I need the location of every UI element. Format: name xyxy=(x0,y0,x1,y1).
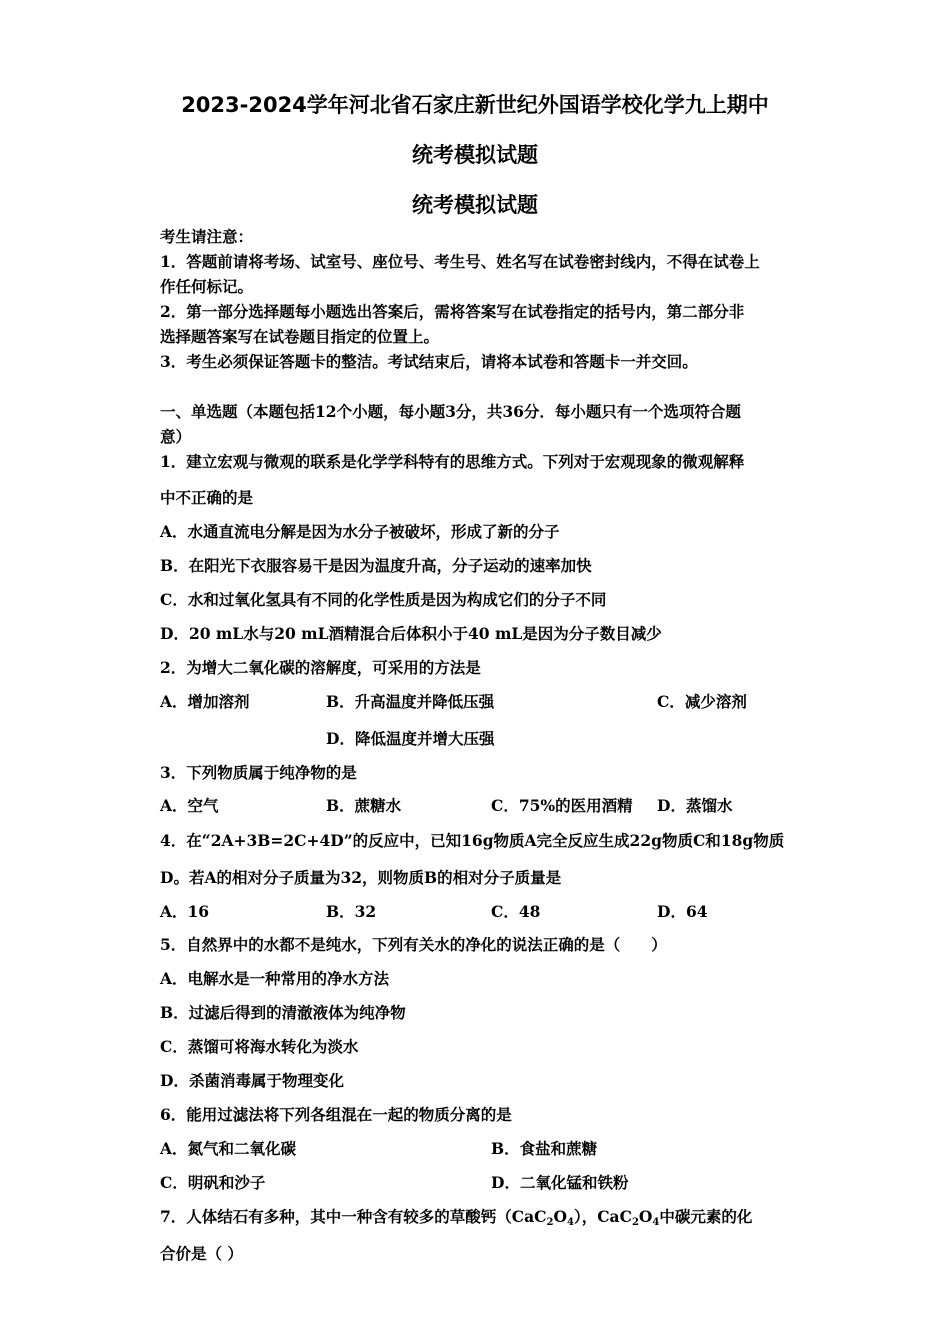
question-5-stem: 5．自然界中的水都不是纯水，下列有关水的净化的说法正确的是（ ） xyxy=(160,935,667,954)
exam-title-line3: 统考模拟试题 xyxy=(412,193,538,217)
section-heading-cont: 意） xyxy=(160,427,192,446)
question-6-stem: 6．能用过滤法将下列各组混在一起的物质分离的是 xyxy=(160,1105,512,1124)
question-3-option-c: C．75%的医用酒精 xyxy=(491,796,633,815)
question-3-option-b: B．蔗糖水 xyxy=(326,796,402,815)
question-1-option-b: B．在阳光下衣服容易干是因为温度升高，分子运动的速率加快 xyxy=(160,556,592,575)
question-4-option-d: D．64 xyxy=(657,902,708,921)
exam-title-line2: 统考模拟试题 xyxy=(412,143,538,167)
question-5-option-c: C．蒸馏可将海水转化为淡水 xyxy=(160,1037,359,1056)
question-6-option-c: C．明矾和沙子 xyxy=(160,1173,266,1192)
notice-heading: 考生请注意： xyxy=(160,227,254,246)
question-7-stem-cont: 合价是（ ） xyxy=(160,1244,243,1263)
notice-item: 2．第一部分选择题每小题选出答案后，需将答案写在试卷指定的括号内，第二部分非 xyxy=(160,302,745,321)
question-1-option-d: D．20 mL水与20 mL酒精混合后体积小于40 mL是因为分子数目减少 xyxy=(160,624,662,643)
question-7-stem: 7．人体结石有多种，其中一种含有较多的草酸钙$(CaC_2O_4)$，$CaC_2O_4$中碳元素的化 xyxy=(160,1207,753,1228)
question-2-option-b: B．升高温度并降低压强 xyxy=(326,692,495,711)
question-4-option-c: C．48 xyxy=(491,902,541,921)
question-1-option-a: A．水通直流电分解是因为水分子被破坏，形成了新的分子 xyxy=(160,522,560,541)
notice-item: 选择题答案写在试卷题目指定的位置上。 xyxy=(160,327,440,346)
question-4-option-a: A．16 xyxy=(160,902,210,921)
exam-title-line1: 2023-2024学年河北省石家庄新世纪外国语学校化学九上期中 xyxy=(181,93,769,117)
question-3-stem: 3．下列物质属于纯净物的是 xyxy=(160,763,357,782)
question-1-stem: 1．建立宏观与微观的联系是化学学科特有的思维方式。下列对于宏观现象的微观解释 xyxy=(160,452,745,471)
question-6-option-a: A．氮气和二氧化碳 xyxy=(160,1139,297,1158)
question-4-stem-cont: D。若A的相对分子质量为32，则物质B的相对分子质量是 xyxy=(160,868,562,887)
question-4-stem: 4．在“2A+3B=2C+4D”的反应中，已知16g物质A完全反应生成22g物质C和18g物质 xyxy=(160,831,785,850)
notice-item: 3．考生必须保证答题卡的整洁。考试结束后，请将本试卷和答题卡一并交回。 xyxy=(160,352,698,371)
question-2-option-c: C．减少溶剂 xyxy=(657,692,747,711)
question-5-option-b: B．过滤后得到的清澈液体为纯净物 xyxy=(160,1003,406,1022)
question-2-stem: 2．为增大二氧化碳的溶解度，可采用的方法是 xyxy=(160,658,481,677)
question-6-option-d: D．二氧化锰和铁粉 xyxy=(491,1173,629,1192)
question-5-option-d: D．杀菌消毒属于物理变化 xyxy=(160,1071,344,1090)
question-1-stem-cont: 中不正确的是 xyxy=(160,488,254,507)
notice-item: 作任何标记。 xyxy=(160,277,254,296)
notice-item: 1．答题前请将考场、试室号、座位号、考生号、姓名写在试卷密封线内，不得在试卷上 xyxy=(160,252,760,271)
question-2-option-d: D．降低温度并增大压强 xyxy=(326,729,495,748)
question-3-option-d: D．蒸馏水 xyxy=(657,796,733,815)
question-2-option-a: A．增加溶剂 xyxy=(160,692,250,711)
question-5-option-a: A．电解水是一种常用的净水方法 xyxy=(160,969,390,988)
question-6-option-b: B．食盐和蔗糖 xyxy=(491,1139,598,1158)
section-heading: 一、单选题（本题包括12个小题，每小题3分，共36分．每小题只有一个选项符合题 xyxy=(160,402,741,421)
question-4-option-b: B．32 xyxy=(326,902,377,921)
question-3-option-a: A．空气 xyxy=(160,796,219,815)
question-1-option-c: C．水和过氧化氢具有不同的化学性质是因为构成它们的分子不同 xyxy=(160,590,607,609)
